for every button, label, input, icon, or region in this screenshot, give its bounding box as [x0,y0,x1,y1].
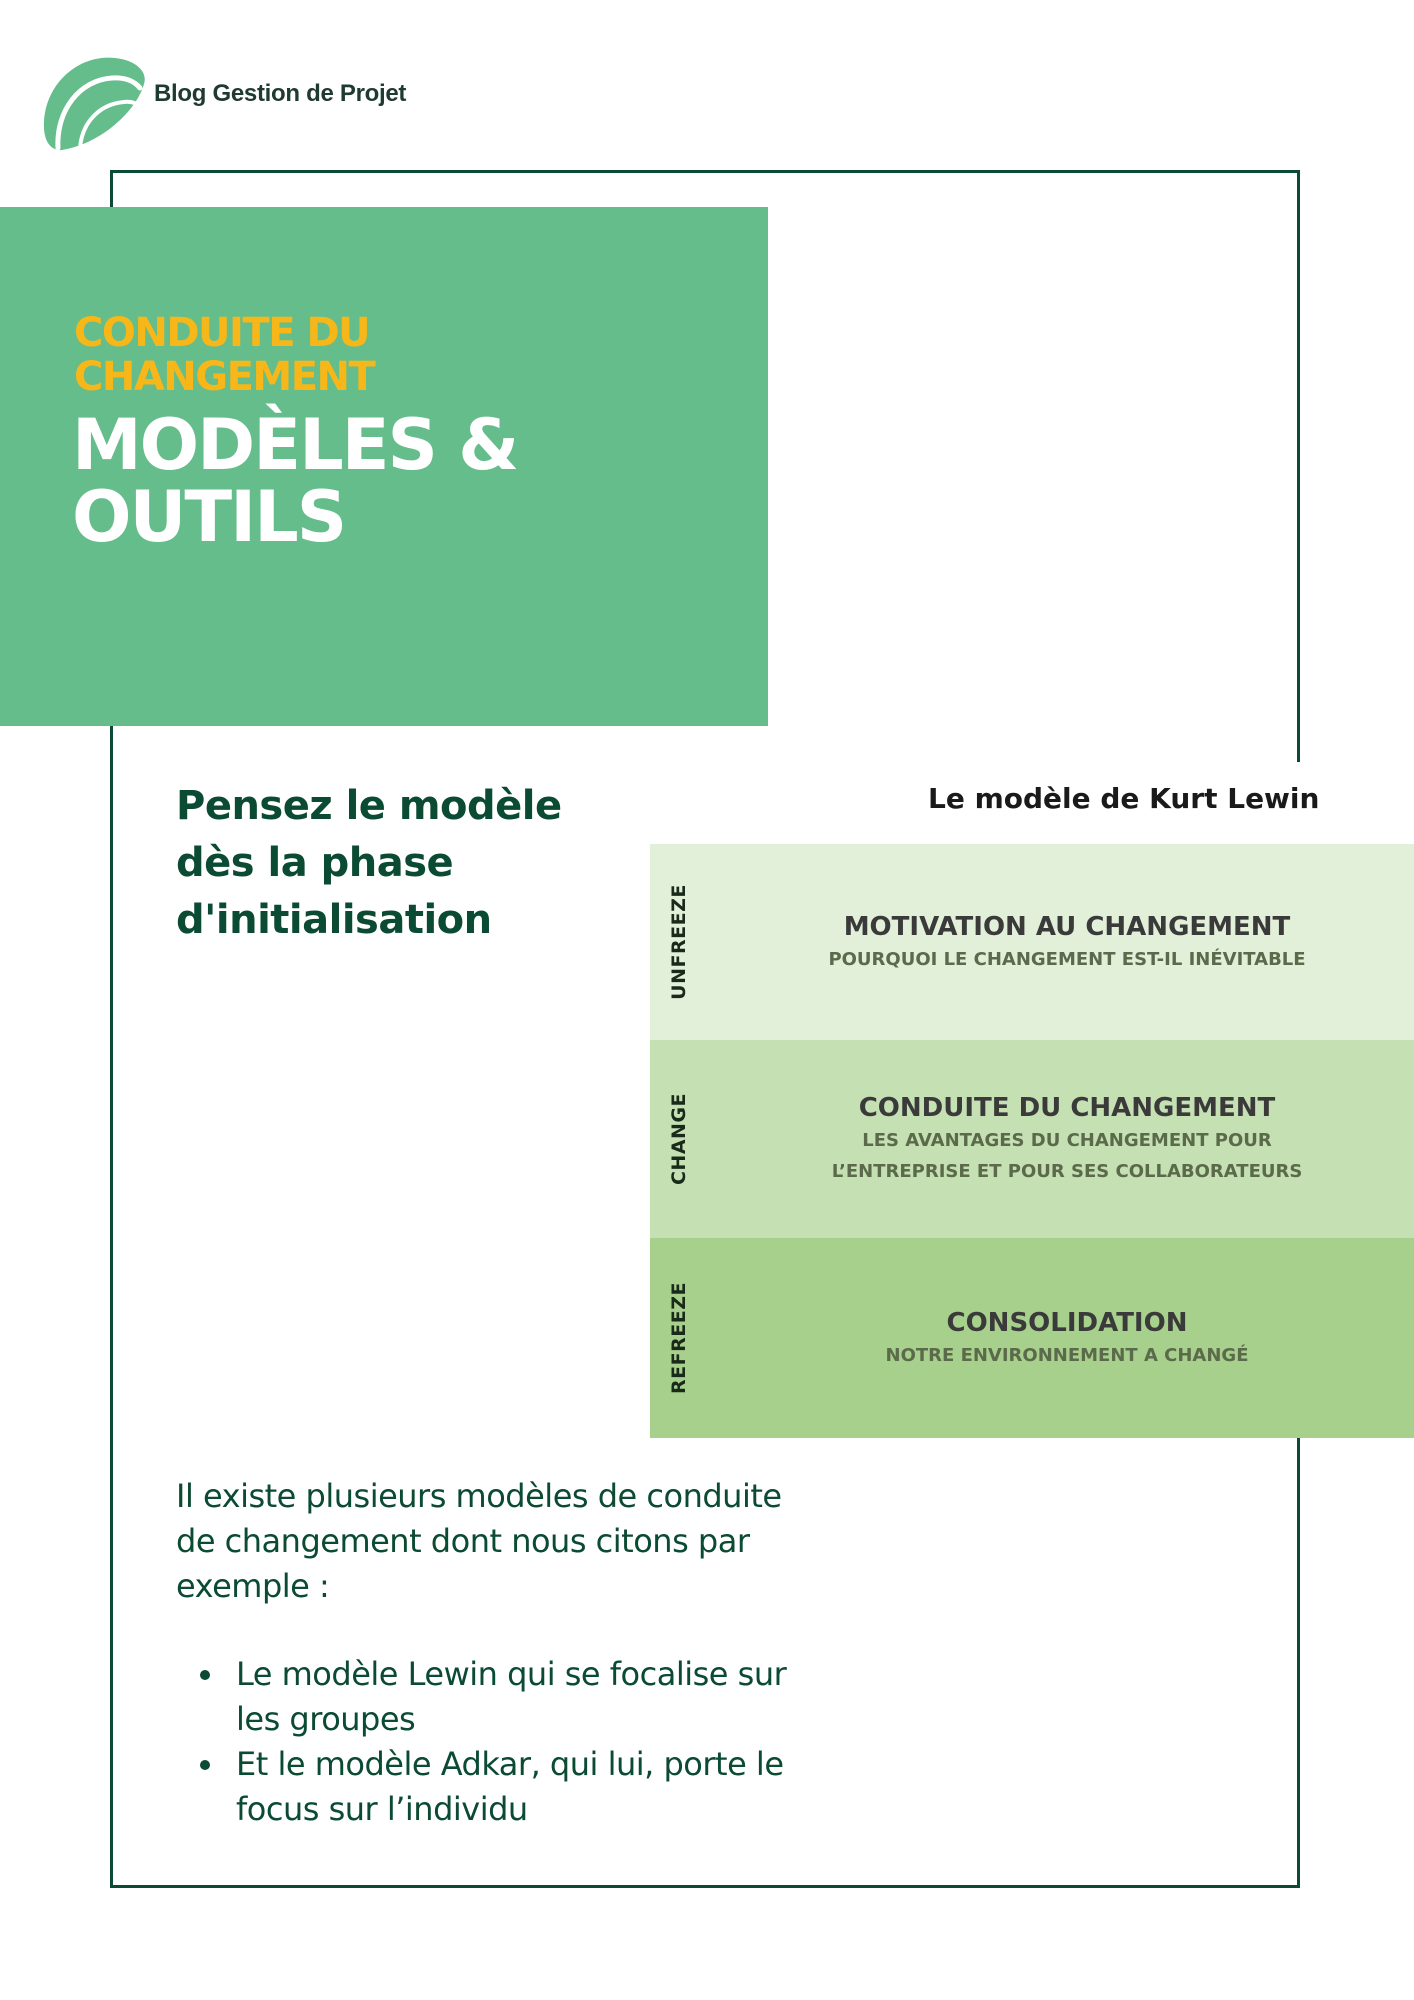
phase-label: UNFREEZE [668,884,690,1000]
phase-heading: CONDUITE DU CHANGEMENT [858,1093,1276,1123]
phase-description: LES AVANTAGES DU CHANGEMENT POUR L’ENTREPRISE ET POUR SES COLLABORATEURS [831,1130,1303,1182]
page-title: MODÈLES & OUTILS [72,404,518,558]
phase-label-cell [650,844,708,1040]
phase-label: CHANGE [668,1092,690,1186]
phase-label-cell [650,1238,708,1438]
section-subheading: Pensez le modèle dès la phase d'initialisation [176,783,562,943]
phase-content [720,1238,1414,1438]
phase-band-refreeze [650,1238,1414,1438]
phase-label: REFREEZE [668,1282,690,1394]
phase-description: NOTRE ENVIRONNEMENT A CHANGÉ [885,1344,1249,1366]
phase-content [720,1040,1414,1238]
phase-content [720,844,1414,1040]
phase-label-cell [650,1040,708,1238]
brand-logo [40,52,460,152]
phase-heading: CONSOLIDATION [946,1307,1188,1338]
hero-kicker: CONDUITE DU CHANGEMENT [74,310,375,400]
brand-name: Blog Gestion de Projet [154,80,407,107]
intro-paragraph: Il existe plusieurs modèles de conduite de changement dont nous citons par exemple : [176,1477,782,1605]
model-list [176,1652,816,1832]
list-item: Le modèle Lewin qui se focalise sur les groupes [176,1652,816,1742]
phase-description: POURQUOI LE CHANGEMENT EST-IL INÉVITABLE [828,948,1306,970]
phase-heading: MOTIVATION AU CHANGEMENT [843,911,1291,942]
leaf-swirl-logo-icon [40,52,150,152]
diagram-title: Le modèle de Kurt Lewin [928,782,1320,815]
lewin-model-diagram [648,762,1414,1438]
hero-banner [0,207,768,726]
phase-band-change [650,1040,1414,1238]
phase-band-unfreeze [650,844,1414,1040]
list-item: Et le modèle Adkar, qui lui, porte le focus sur l’individu [176,1742,816,1832]
